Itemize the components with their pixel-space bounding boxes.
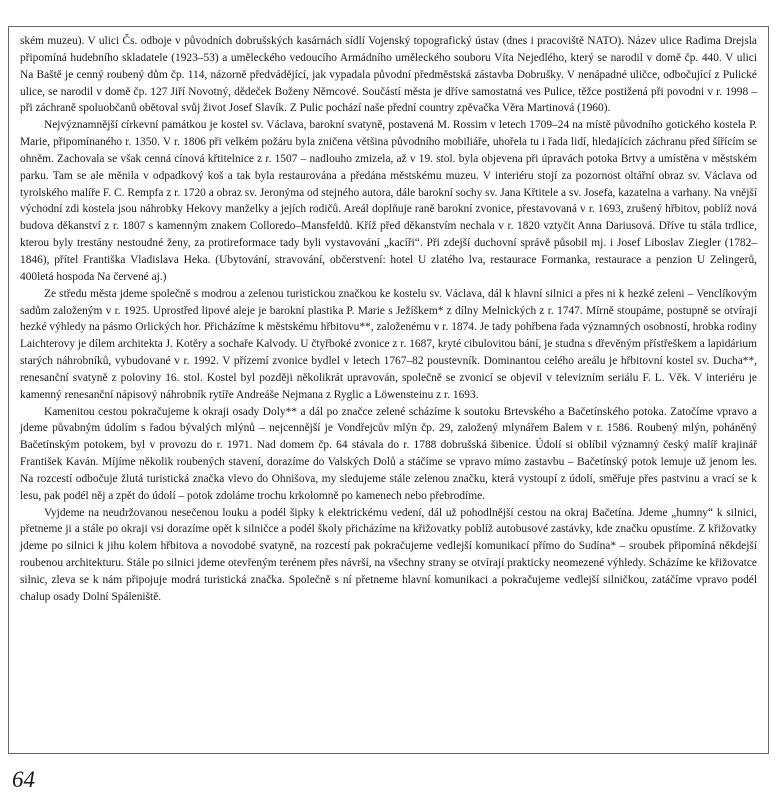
paragraph-route-doly: Kamenitou cestou pokračujeme k okraji osady Doly** a dál po značce zelené scházíme k soutoku Brtevského a Bačetínského potoka. Zatočíme vpravo a jdeme půvabným údolím s řadou bývalých mlýnů – nejcennější je Vondřejcův mlýn čp. 29, založený mlynářem Balem v r. 1586. Roubený mlýn, poháněný Bačetínským potokem, byl v provozu do r. 1971. Nad domem čp. 64 stávala do r. 1788 dobrušská šibenice. Údolí si oblíbil významný český malíř krajinář František Kaván. Míjíme několik roubených stavení, dorazíme do Valských Dolů a stáčíme se vpravo mímo zastavbu – Bačetínský potok lemuje už jenom les. Na rozcestí odbočuje žlutá turistická značka vlevo do Ohnišova, my sledujeme stále zelenou značku, která vystoupí z údolí, směřuje přes pastvinu a vrací se k lesu, pak podél něj a zpět do údolí – potok zdoláme trochu krkolomně po kamenech nebo přebrodíme. bbox=[20, 405, 757, 502]
paragraph-route-bacetin: Vyjdeme na neudržovanou nesečenou louku a podél šipky k elektrickému vedení, dál už pohodlnější cestou na okraj Bačetína. Jdeme „humny“ k silnici, přetneme ji a stále po okraji vsi dorazíme opět k silničce a podél školy přicházíme na křižovatky poblíž autobusové zastávky, kde značku opustíme. Z křižovatky jdeme po silnici k jihu kolem hřbitova a novodobé svatyně, na rozcestí pak pokračujeme vedlejší komunikací přímo do Sudína* – sroubek připomíná někdejší roubenou architekturu. Stále po silnici jdeme otevřeným terénem přes návrší, na všechny strany se otvírají prakticky neomezené výhledy. Scházíme ke křižovatce silnic, zleva se k nám připojuje modrá turistická značka. Společně s ní přetneme hlavní komunikaci a pokračujeme vedlejší silničkou, zatáčíme vpravo podél chalup osady Dolní Spáleniště. bbox=[20, 506, 757, 603]
body-text bbox=[20, 33, 757, 606]
paragraph-route-cemetery: Ze středu města jdeme společně s modrou a zelenou turistickou značkou ke kostelu sv. Václava, dál k hlavní silnici a přes ni k hezké zeleni – Venclíkovým sadům založeným v r. 1925. Uprostřed lipové aleje je barokní plastika P. Marie s Ježíškem* z dílny Melnických z r. 1747. Mírně stoupáme, postupně se otvírají hezké výhledy na pásmo Orlických hor. Přicházíme k městskému hřbitovu**, založenému v r. 1874. Je tady pohřbena řada významných osobností, hrobka rodiny Laichterovy je dílem architekta J. Kotěry a sochaře Kalvody. U čtyřboké zvonice z r. 1687, kryté cibulovitou bání, je studna s dřevěným přístřeškem a lapidárium starých náhrobníků, vybudované v r. 1992. V přízemí zvonice bydlel v letech 1767–82 poustevník. Dominantou celého areálu je hřbitovní kostel sv. Ducha**, renesanční svatyně z poloviny 16. stol. Kostel byl později několikrát upravován, společně se zvonicí se objevil v televizním seriálu F. L. Věk. V interiéru je kamenný renesanční nápisový náhrobník rytíře Andreáše Nejmana z Ryglic a Löwensteinu z r. 1693. bbox=[20, 287, 757, 401]
paragraph-intro: ském muzeu). V ulici Čs. odboje v původních dobrušských kasárnách sídlí Vojenský topografický ústav (dnes i pracoviště NATO). Název ulice Radima Drejsla připomíná hudebního skladatele (1923–53) a uměleckého vedoucího Armádního uměleckého souboru Víta Nejedlého, který se narodil v domě čp. 440. V ulici Na Baště je cenný roubený dům čp. 114, názorně předvádějící, jak vypadala původní předměstská zástavba Dobrušky. V nenápadné uličce, odbočující z Pulické ulice, se narodil v domě čp. 127 Jiří Novotný, dědeček Boženy Němcové. Součástí města je dříve samostatná ves Pulice, těžce postižená při povodni v r. 1998 – při záchraně spoluobčanů obětoval svůj život Josef Slavík. Z Pulic pochází naše přední country zpěvačka Věra Martinová (1960). bbox=[20, 35, 757, 115]
page-number: 64 bbox=[12, 767, 35, 792]
paragraph-church: Nejvýznamnější církevní památkou je kostel sv. Václava, barokní svatyně, postavená M. Rossim v letech 1709–24 na místě původního gotického kostela P. Marie, připomínaného r. 1350. V r. 1806 při velkém požáru byla zničena většina původního mobiliáře, uhořela tu i řada lidí, hledajících záchranu před šířícím se ohněm. Zachovala se však cenná cínová křtitelnice z r. 1507 – nadlouho zmizela, až v 19. stol. byla objevena při úpravách potoka Brtvy a umístěna v městském parku. Tam se ale měnila v odpadkový koš a tak byla restaurována a předána městskému muzeu. V interiéru stojí za pozornost oltářní obraz sv. Václava od tyrolského malíře F. C. Rempfa z r. 1720 a obraz sv. Jeronýma od stejného autora, dále barokní sochy sv. Jana Křtitele a sv. Josefa, kazatelna a varhany. Na vnější východní zdi kostela jsou náhrobky Hekovy manželky a jejích rodičů. Areál doplňuje raně barokní zvonice, přestavovaná v r. 1693, zrušený hřbitov, poblíž nová budova děkanství z r. 1807 s kamenným znakem Colloredo–Mansfeldů. Kříž před děkanstvím nechala v r. 1820 vztyčit Anna Dariusová. Dříve tu stála trdlice, kterou byly trestány nestoudné ženy, za protireformace tady byli vystavování „kacíři“. Při zdejší duchovní správě působil mj. i Josef Liboslav Ziegler (1782–1846), přítel Františka Vladislava Heka. (Ubytování, stravování, občerstvení: hotel U zlatého lva, restaurace Formanka, restaurace a penzion U Zelingerů, 400letá hospoda Na červené aj.) bbox=[20, 119, 757, 283]
